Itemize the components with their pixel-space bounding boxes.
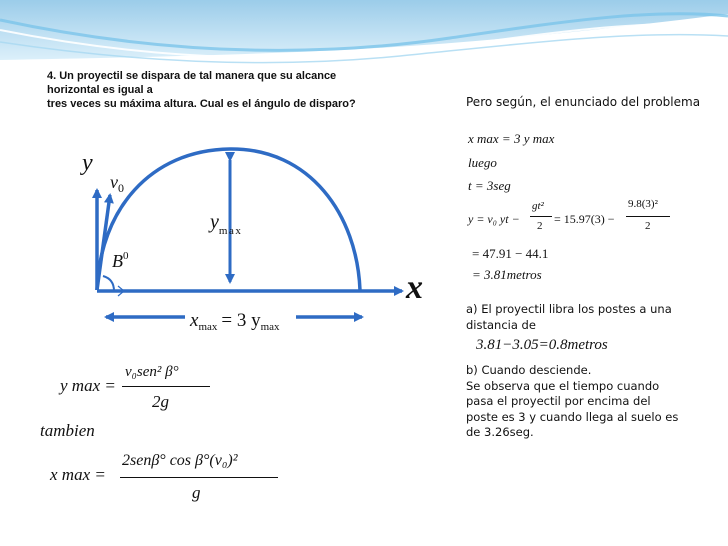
ymax-lhs: y max = [60,376,116,395]
eq3-frac1-num: gt² [532,200,544,212]
answer-b-line-3: pasa el proyectil por encima del [466,394,651,408]
answer-b-line-4: poste es 3 y cuando llega al suelo es [466,409,679,424]
eq-result: = 3.81metros [472,267,542,282]
y-axis-label: y [82,150,93,176]
xmax-equation: $x_{max} = 3$ $y_{max}$ [190,310,280,333]
right-heading: Pero según, el enunciado del problema [466,95,701,109]
angle-arc [103,276,114,291]
answer-b-line-2: Se observa que el tiempo cuando [466,378,660,393]
eq-y-calculation [468,198,678,238]
eq-luego: luego [468,155,497,170]
eq3-frac2-num: 9.8(3)² [628,198,658,210]
v0-label: $v_0$ [110,172,124,195]
xmax-formula [50,447,290,507]
xmax-numerator: 2senβ° cos β°(v₀)² [122,452,238,469]
ymax-numerator: v₀sen² β° [125,364,179,380]
problem-line-2: horizontal es igual a [47,84,153,96]
x-axis-label: x [406,269,423,306]
answer-a [466,302,672,333]
eq-xmax-3ymax: x max = 3 y max [468,131,555,146]
ymax-fraction-bar [122,386,210,387]
tambien-label: tambien [40,421,95,440]
eq-t-3seg: t = 3seg [468,178,511,193]
xmax-denominator: g [192,483,201,502]
answer-a-line-1: a) El proyectil libra los postes a una [466,302,672,316]
eq3-lhs: y = v₀ yt − [468,212,520,226]
answer-b-line-1: b) Cuando desciende. [466,363,592,377]
answer-a-equation: 3.81−3.05=0.8metros [476,337,608,353]
ymax-denominator: 2g [152,392,169,411]
eq3-mid: = 15.97(3) − [554,212,615,226]
ymax-label: $y_{max}$ [210,211,243,237]
beta-label: $B^0$ [112,250,129,271]
xmax-fraction-bar [120,477,278,478]
eq3-frac2-bar [626,216,670,217]
eq3-frac1-den: 2 [537,220,543,232]
trajectory-diagram [0,130,450,340]
eq3-frac1-bar [530,216,552,217]
problem-statement [47,69,407,111]
problem-line-3: tres veces su máxima altura. Cual es el ángulo de disparo? [47,98,356,110]
answer-b-line-5: de 3.26seg. [466,425,534,439]
eq3-frac2-den: 2 [645,220,651,232]
answer-a-line-2: distancia de [466,317,536,332]
ymax-formula [60,360,220,416]
xmax-lhs: x max = [50,465,106,484]
eq-subtraction: = 47.91 − 44.1 [472,246,549,261]
problem-line-1: 4. Un proyectil se dispara de tal manera que su alcance [47,70,337,82]
answer-b [466,363,678,441]
